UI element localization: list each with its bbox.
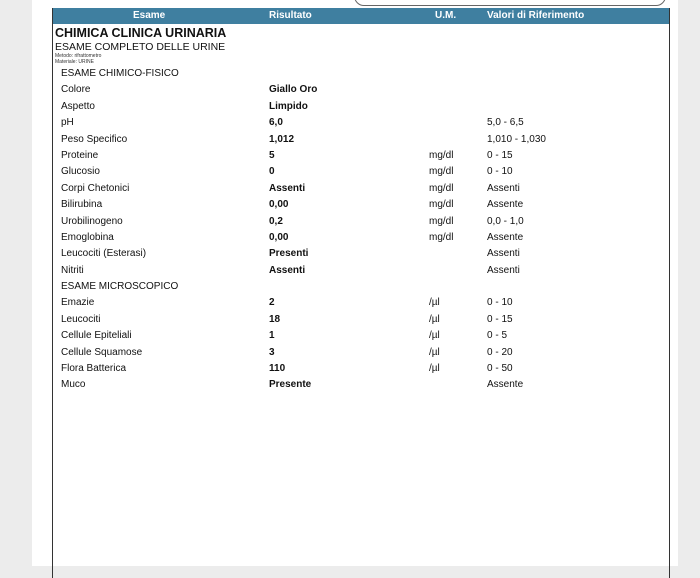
test-reference: 0 - 5 bbox=[487, 330, 508, 342]
section-header bbox=[53, 279, 669, 295]
test-name: Leucociti bbox=[61, 313, 101, 325]
test-reference: Assenti bbox=[487, 182, 520, 194]
test-name: Cellule Squamose bbox=[61, 346, 143, 358]
table-header bbox=[53, 8, 669, 24]
test-result: Giallo Oro bbox=[269, 84, 318, 96]
table-row bbox=[53, 230, 669, 246]
test-result: 1,012 bbox=[269, 133, 295, 145]
test-unit: mg/dl bbox=[429, 182, 454, 194]
test-unit: /µl bbox=[429, 297, 440, 309]
test-unit: /µl bbox=[429, 313, 440, 325]
header-esame: Esame bbox=[133, 10, 166, 21]
test-reference: Assenti bbox=[487, 248, 520, 260]
report-title: CHIMICA CLINICA URINARIA bbox=[55, 26, 227, 40]
test-result: Assenti bbox=[269, 264, 306, 276]
test-unit: mg/dl bbox=[429, 231, 454, 243]
test-reference: 5,0 - 6,5 bbox=[487, 117, 524, 129]
test-reference: 1,010 - 1,030 bbox=[487, 133, 546, 145]
table-row bbox=[53, 328, 669, 344]
test-unit: /µl bbox=[429, 330, 440, 342]
test-result: Limpido bbox=[269, 100, 308, 112]
test-reference: 0 - 50 bbox=[487, 363, 513, 375]
test-result: 0,2 bbox=[269, 215, 283, 227]
report-material: Materiale: URINE bbox=[55, 59, 94, 65]
table-row bbox=[53, 82, 669, 98]
test-reference: Assente bbox=[487, 379, 524, 391]
table-row bbox=[53, 214, 669, 230]
test-result: 5 bbox=[269, 149, 275, 161]
test-name: Colore bbox=[61, 84, 91, 96]
test-name: Emoglobina bbox=[61, 231, 114, 243]
test-unit: mg/dl bbox=[429, 199, 454, 211]
test-name: Aspetto bbox=[61, 100, 95, 112]
results-table bbox=[53, 66, 669, 394]
section-header bbox=[53, 66, 669, 82]
table-row bbox=[53, 345, 669, 361]
test-name: Muco bbox=[61, 379, 86, 391]
test-unit: mg/dl bbox=[429, 166, 454, 178]
test-name: Bilirubina bbox=[61, 199, 103, 211]
test-name: Urobilinogeno bbox=[61, 215, 123, 227]
header-riferimento: Valori di Riferimento bbox=[487, 10, 585, 21]
table-row bbox=[53, 263, 669, 279]
table-row bbox=[53, 99, 669, 115]
test-reference: Assente bbox=[487, 231, 524, 243]
test-reference: 0,0 - 1,0 bbox=[487, 215, 524, 227]
test-result: 0,00 bbox=[269, 199, 289, 211]
test-name: Emazie bbox=[61, 297, 95, 309]
test-result: 110 bbox=[269, 363, 286, 375]
test-reference: Assenti bbox=[487, 264, 520, 276]
test-result: Presente bbox=[269, 379, 312, 391]
test-name: Glucosio bbox=[61, 166, 100, 178]
test-result: 3 bbox=[269, 346, 275, 358]
test-name: Corpi Chetonici bbox=[61, 182, 130, 194]
section-title: ESAME CHIMICO-FISICO bbox=[61, 68, 179, 79]
table-row bbox=[53, 361, 669, 377]
test-reference: Assente bbox=[487, 199, 524, 211]
test-result: Presenti bbox=[269, 248, 309, 260]
table-row bbox=[53, 246, 669, 262]
top-rounded-box bbox=[354, 0, 666, 6]
test-result: 2 bbox=[269, 297, 275, 309]
table-row bbox=[53, 295, 669, 311]
test-result: 0,00 bbox=[269, 231, 289, 243]
test-result: 18 bbox=[269, 313, 281, 325]
test-name: Flora Batterica bbox=[61, 363, 127, 375]
test-unit: /µl bbox=[429, 363, 440, 375]
test-unit: mg/dl bbox=[429, 215, 454, 227]
test-name: Leucociti (Esterasi) bbox=[61, 248, 147, 260]
test-result: 1 bbox=[269, 330, 275, 342]
test-reference: 0 - 10 bbox=[487, 166, 513, 178]
test-reference: 0 - 10 bbox=[487, 297, 513, 309]
table-row bbox=[53, 132, 669, 148]
test-name: pH bbox=[61, 117, 74, 129]
table-row bbox=[53, 164, 669, 180]
table-row bbox=[53, 377, 669, 393]
table-row bbox=[53, 148, 669, 164]
table-row bbox=[53, 312, 669, 328]
test-name: Nitriti bbox=[61, 264, 84, 276]
test-reference: 0 - 15 bbox=[487, 149, 513, 161]
test-unit: /µl bbox=[429, 346, 440, 358]
test-reference: 0 - 20 bbox=[487, 346, 513, 358]
test-name: Peso Specifico bbox=[61, 133, 128, 145]
section-title: ESAME MICROSCOPICO bbox=[61, 281, 179, 293]
table-row bbox=[53, 197, 669, 213]
header-risultato: Risultato bbox=[269, 10, 312, 21]
test-unit: mg/dl bbox=[429, 149, 454, 161]
lab-report bbox=[52, 8, 670, 578]
header-um: U.M. bbox=[435, 10, 457, 21]
test-result: Assenti bbox=[269, 182, 306, 194]
test-reference: 0 - 15 bbox=[487, 313, 513, 325]
report-method: Metodo: rifrattometro bbox=[55, 53, 102, 59]
test-result: 6,0 bbox=[269, 117, 283, 129]
report-page bbox=[32, 0, 678, 566]
table-row bbox=[53, 115, 669, 131]
test-result: 0 bbox=[269, 166, 275, 178]
test-name: Cellule Epiteliali bbox=[61, 330, 132, 342]
test-name: Proteine bbox=[61, 149, 99, 161]
report-subtitle: ESAME COMPLETO DELLE URINE bbox=[55, 41, 226, 53]
table-row bbox=[53, 181, 669, 197]
